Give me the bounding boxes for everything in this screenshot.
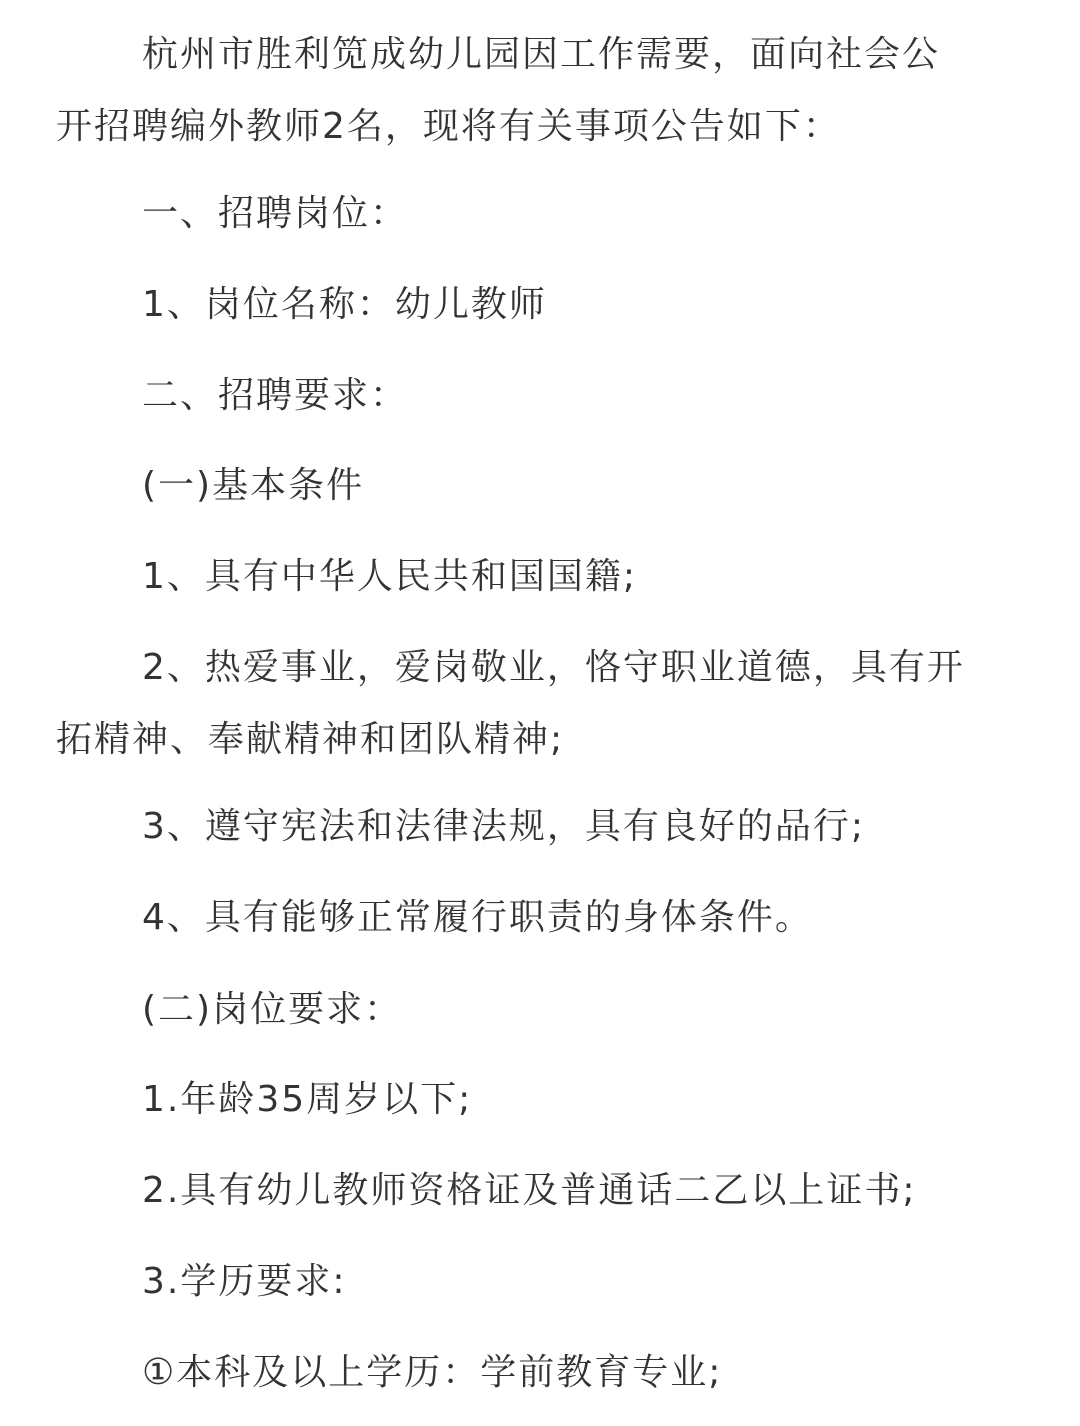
intro-line-2: 开招聘编外教师2名，现将有关事项公告如下： [56,106,841,147]
post-requirement-1: 1.年龄35周岁以下; [142,1079,473,1120]
basic-condition-2-line-2: 拓精神、奉献精神和团队精神; [56,719,565,760]
basic-condition-2 [56,647,965,760]
basic-condition-3: 3、遵守宪法和法律法规，具有良好的品行; [142,806,866,847]
position-name: 1、岗位名称：幼儿教师 [142,284,547,325]
section-heading-requirements: 二、招聘要求： [142,375,409,416]
intro-line-1: 杭州市胜利笕成幼儿园因工作需要，面向社会公 [142,34,941,75]
post-requirement-2: 2.具有幼儿教师资格证及普通话二乙以上证书; [142,1170,917,1211]
subheading-basic-conditions: (一)基本条件 [142,465,365,506]
intro-paragraph [56,34,941,147]
subheading-post-requirements: (二)岗位要求： [142,989,403,1030]
basic-condition-1: 1、具有中华人民共和国国籍; [142,556,638,597]
section-heading-positions: 一、招聘岗位： [142,193,409,234]
post-requirement-3: 3.学历要求: [142,1261,347,1302]
post-requirement-3-1: ①本科及以上学历：学前教育专业; [142,1352,723,1393]
basic-condition-4: 4、具有能够正常履行职责的身体条件。 [142,897,813,938]
basic-condition-2-line-1: 2、热爱事业，爱岗敬业，恪守职业道德，具有开 [142,647,965,688]
